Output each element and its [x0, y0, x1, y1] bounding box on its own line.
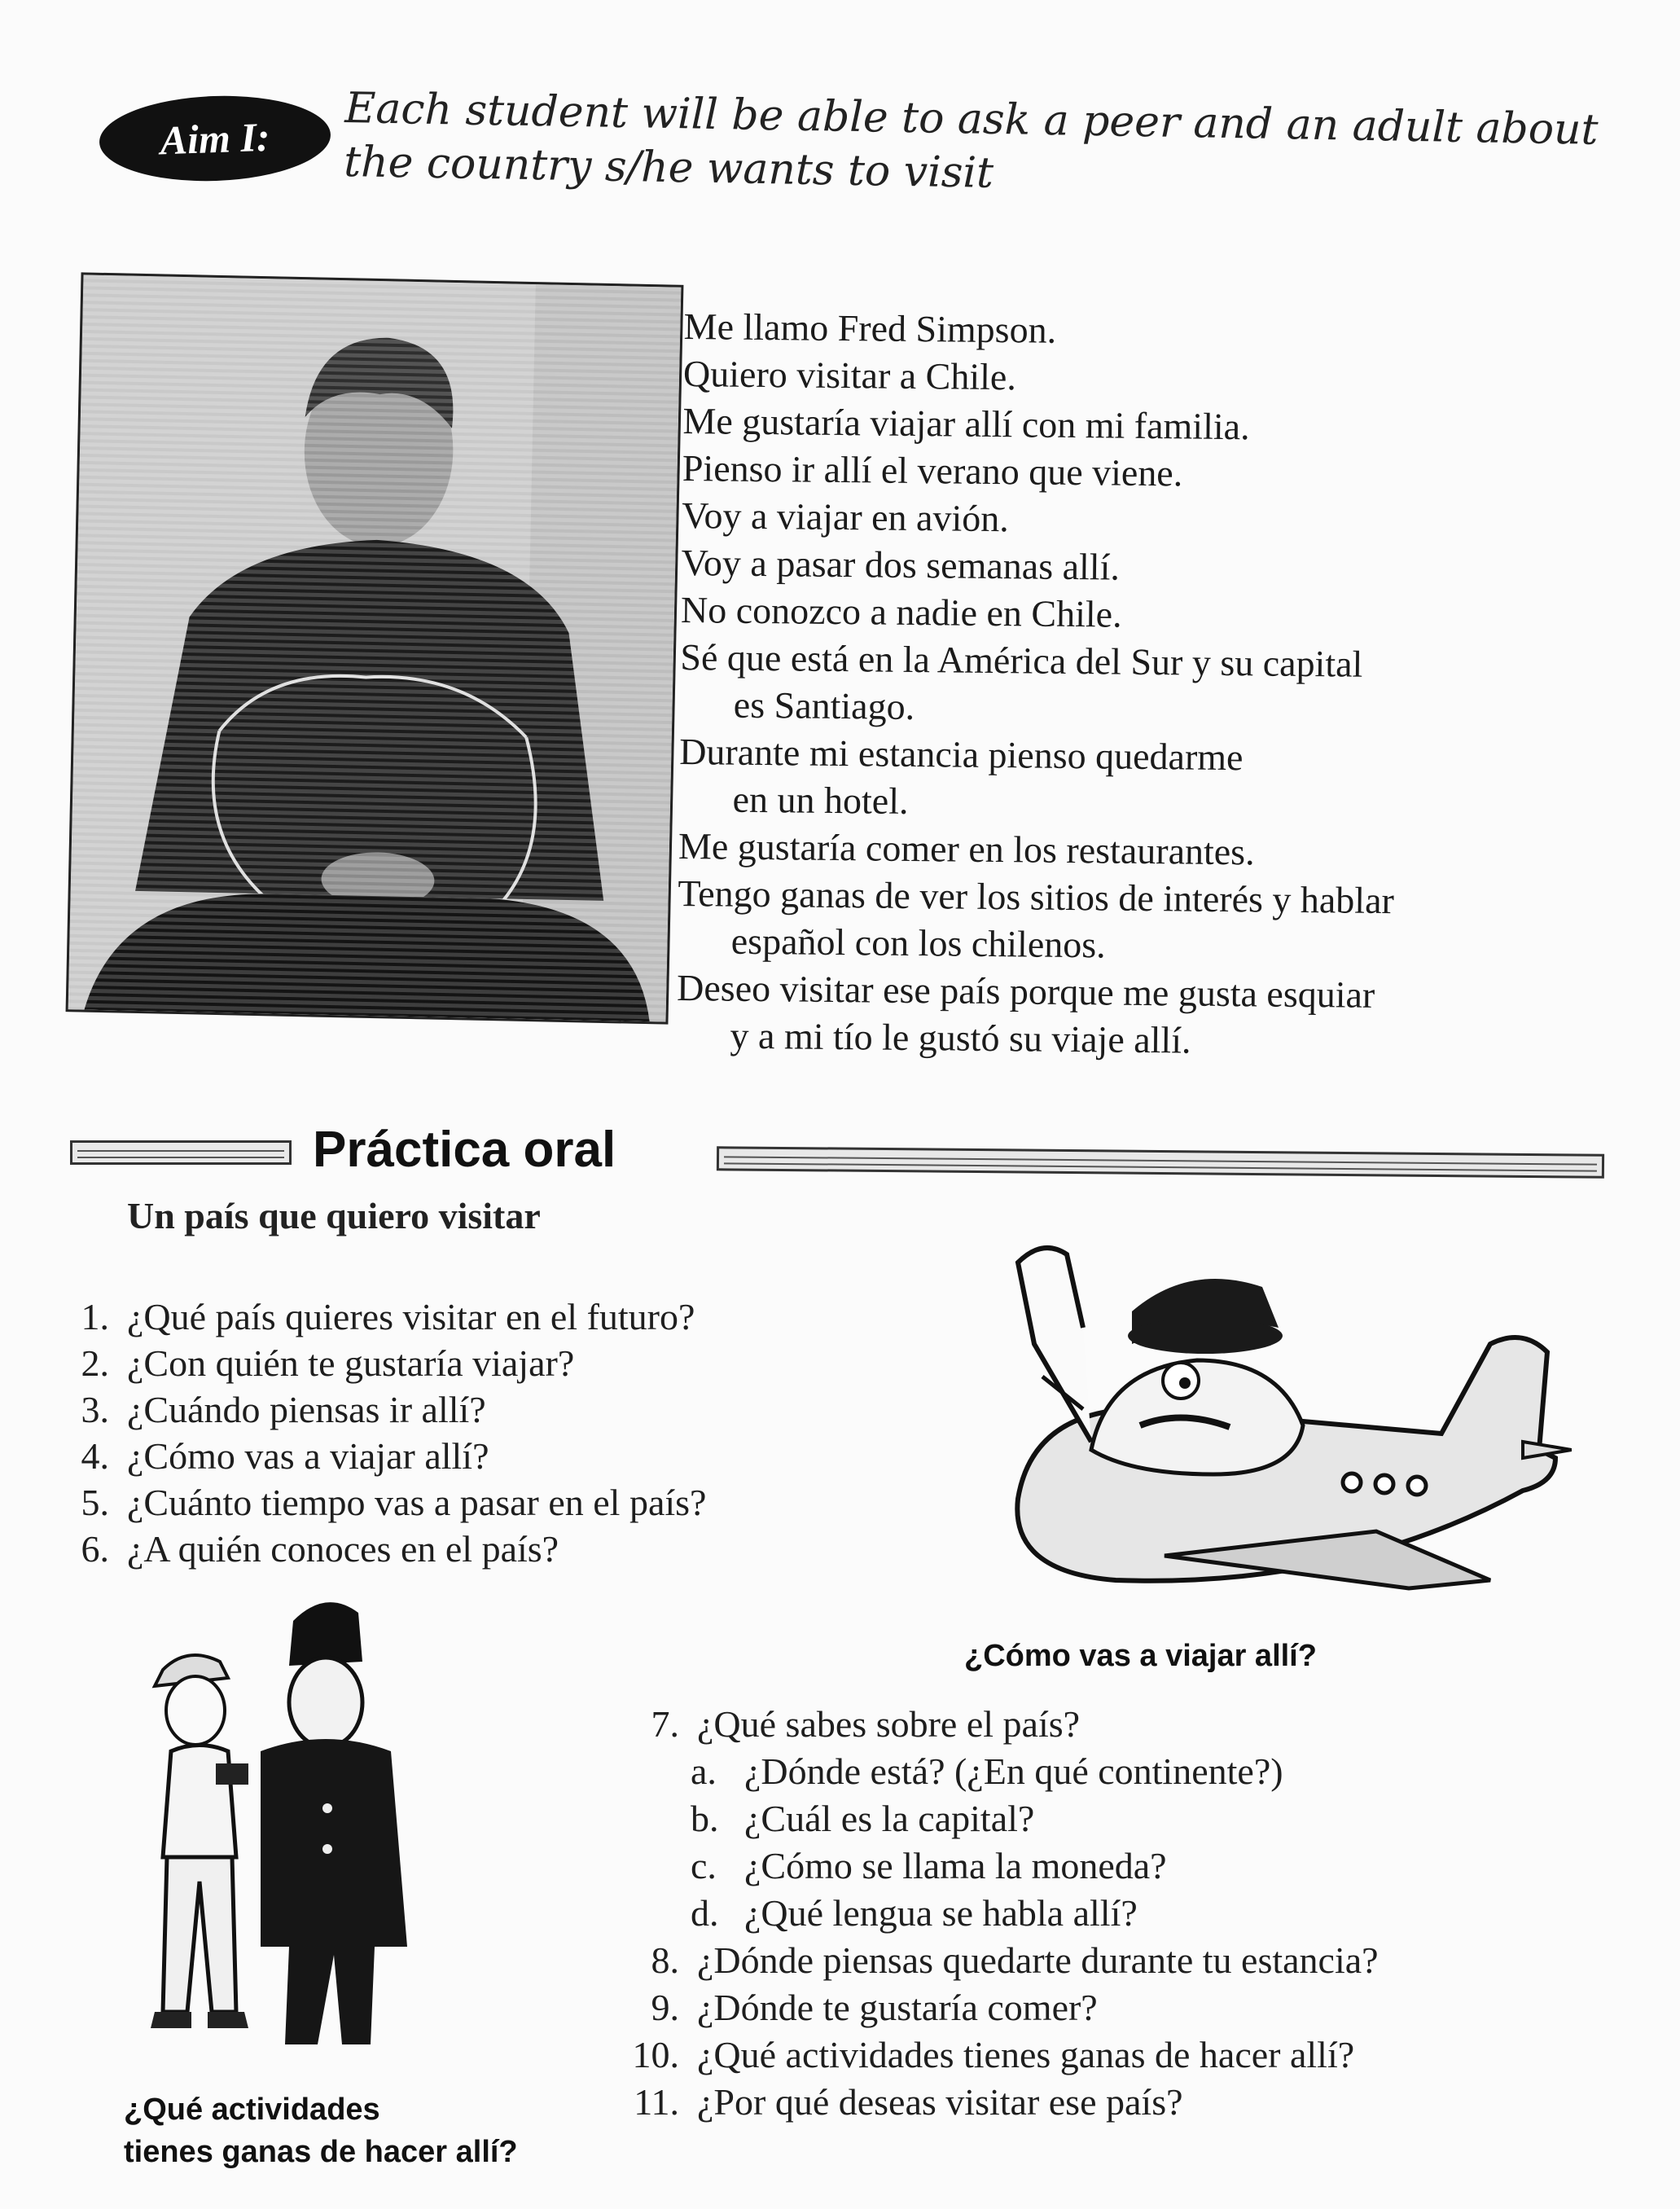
aim-badge-label: Aim I:	[159, 113, 271, 164]
question-number: 10.	[632, 2034, 679, 2075]
question-number: 5.	[81, 1482, 109, 1523]
reading-line: Quiero visitar a Chile.	[682, 352, 1017, 398]
question-item	[59, 1293, 954, 1340]
section-rule-right	[717, 1146, 1604, 1179]
question-item	[612, 2079, 1638, 2126]
sub-question-letter: b.	[691, 1798, 719, 1839]
sub-question-item	[612, 1748, 1638, 1795]
question-text: ¿Dónde te gustaría comer?	[697, 1987, 1098, 2028]
tourist-and-officer-illustration	[138, 1588, 627, 2061]
section-title: Práctica oral	[313, 1122, 616, 1178]
question-text: ¿A quién conoces en el país?	[127, 1528, 559, 1570]
aim-statement	[344, 81, 1648, 212]
reading-line: es Santiago.	[733, 683, 915, 727]
reading-line: Durante mi estancia pienso quedarme	[678, 730, 1244, 779]
question-text: ¿Qué sabes sobre el país?	[697, 1703, 1081, 1745]
sub-question-text: ¿Dónde está? (¿En qué continente?)	[744, 1750, 1283, 1792]
reading-line: No conozco a nadie en Chile.	[680, 588, 1122, 635]
question-item	[612, 1937, 1638, 1984]
question-item	[59, 1433, 954, 1479]
reading-line: en un hotel.	[732, 778, 909, 822]
question-text: ¿Dónde piensas quedarte durante tu estancia?	[697, 1939, 1379, 1981]
sub-question-text: ¿Cuál es la capital?	[744, 1798, 1035, 1839]
question-number: 2.	[81, 1342, 109, 1384]
reading-line: Me llamo Fred Simpson.	[683, 305, 1057, 351]
reading-line: y a mi tío le gustó su viaje allí.	[730, 1014, 1191, 1061]
question-text: ¿Cuándo piensas ir allí?	[127, 1389, 486, 1430]
reading-line: Deseo visitar ese país porque me gusta esquiar	[676, 966, 1375, 1016]
reading-passage	[676, 303, 1629, 1069]
sub-question-item	[612, 1890, 1638, 1937]
sub-question-letter: c.	[691, 1845, 717, 1886]
question-item	[59, 1340, 954, 1386]
question-number: 8.	[651, 1939, 679, 1981]
question-text: ¿Por qué deseas visitar ese país?	[697, 2081, 1183, 2123]
question-number: 7.	[651, 1703, 679, 1745]
people-caption-line-1: ¿Qué actividades	[124, 2093, 380, 2127]
reading-line: Me gustaría viajar allí con mi familia.	[682, 399, 1250, 448]
question-number: 3.	[81, 1389, 109, 1430]
question-text: ¿Con quién te gustaría viajar?	[127, 1342, 575, 1384]
question-item	[612, 1701, 1638, 1748]
question-item	[59, 1479, 954, 1526]
sub-question-text: ¿Qué lengua se habla allí?	[744, 1892, 1138, 1934]
aim-line-2: the country s/he wants to visit	[343, 137, 994, 198]
reading-line: Pienso ir allí el verano que viene.	[682, 446, 1183, 494]
reading-line: Me gustaría comer en los restaurantes.	[678, 824, 1255, 873]
aim-badge	[98, 92, 331, 185]
question-item	[612, 1984, 1638, 2031]
sub-question-item	[612, 1842, 1638, 1890]
reading-line: Tengo ganas de ver los sitios de interés y hablar	[678, 872, 1395, 922]
student-photo	[66, 272, 684, 1024]
question-text: ¿Qué país quieres visitar en el futuro?	[127, 1296, 695, 1337]
question-list	[59, 1293, 954, 1572]
airplane-icon	[920, 1206, 1572, 1613]
people-caption-line-2: tienes ganas de hacer allí?	[124, 2135, 518, 2169]
question-number: 9.	[651, 1987, 679, 2028]
question-number: 4.	[81, 1435, 109, 1477]
section-subtitle: Un país que quiero visitar	[127, 1195, 541, 1236]
sub-question-text: ¿Cómo se llama la moneda?	[744, 1845, 1167, 1886]
sub-question-item	[612, 1795, 1638, 1842]
sub-question-letter: d.	[691, 1892, 719, 1934]
question-list-2	[612, 1701, 1638, 2126]
student-photo-image	[68, 274, 682, 1021]
question-item	[59, 1526, 954, 1572]
sub-question-letter: a.	[691, 1750, 717, 1792]
plane-caption: ¿Cómo vas a viajar allí?	[964, 1639, 1317, 1673]
people-icon	[138, 1588, 627, 2061]
reading-line: español con los chilenos.	[730, 920, 1106, 966]
question-text: ¿Cómo vas a viajar allí?	[127, 1435, 489, 1477]
question-text: ¿Qué actividades tienes ganas de hacer allí?	[697, 2034, 1355, 2075]
question-number: 11.	[634, 2081, 679, 2123]
question-item	[59, 1386, 954, 1433]
people-caption	[124, 2088, 518, 2173]
pilot-airplane-illustration	[920, 1206, 1572, 1613]
question-item	[612, 2031, 1638, 2079]
question-number: 1.	[81, 1296, 109, 1337]
reading-line: Voy a viajar en avión.	[682, 494, 1010, 540]
reading-line: Sé que está en la América del Sur y su capital	[680, 635, 1363, 685]
aim-line-1: Each student will be able to ask a peer and an adult about	[344, 83, 1599, 155]
reading-line: Voy a pasar dos semanas allí.	[681, 541, 1121, 588]
question-text: ¿Cuánto tiempo vas a pasar en el país?	[127, 1482, 707, 1523]
question-number: 6.	[81, 1528, 109, 1570]
section-rule-left	[70, 1140, 292, 1165]
